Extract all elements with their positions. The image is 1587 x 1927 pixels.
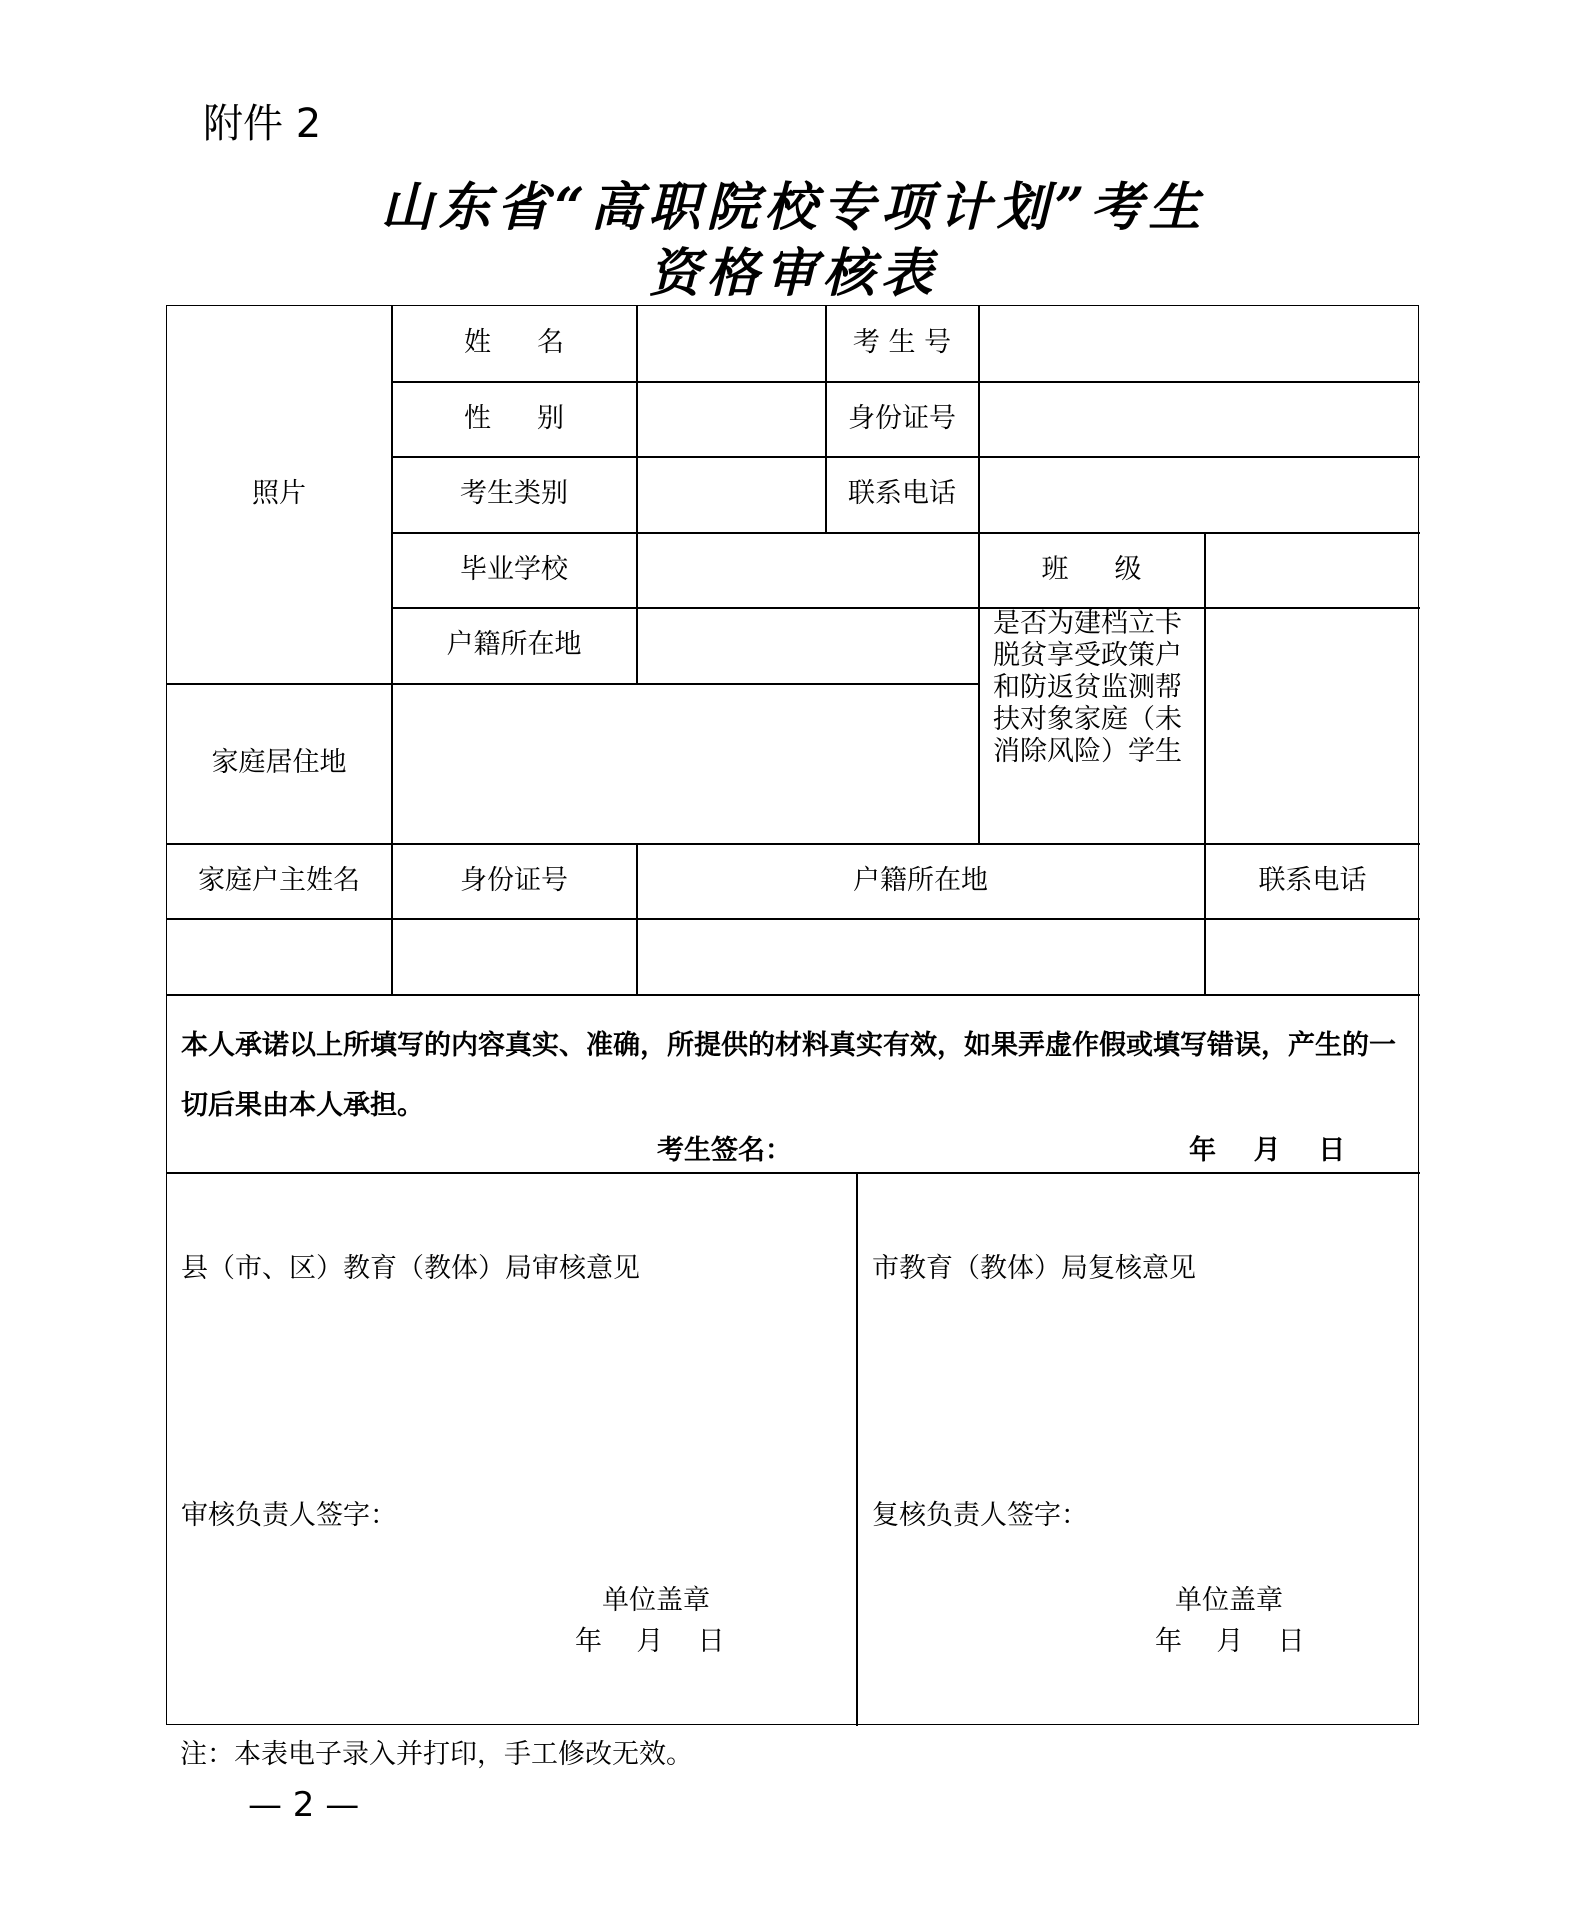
school-label: 毕业学校 <box>460 553 568 585</box>
phone-label: 联系电话 <box>848 478 956 510</box>
gender-field[interactable] <box>637 382 825 456</box>
poverty-question-line: 消除风险）学生 <box>993 736 1182 767</box>
candidate-signature-label: 考生签名： <box>657 1135 792 1166</box>
head-id-field[interactable] <box>392 919 636 994</box>
head-id-label: 身份证号 <box>460 864 568 896</box>
poverty-question-label <box>979 608 1204 843</box>
county-seal-label: 单位盖章 <box>602 1585 710 1616</box>
photo-cell: 照片 <box>252 478 306 510</box>
gender-label: 性别 <box>464 402 610 434</box>
hukou-label: 户籍所在地 <box>446 629 582 661</box>
county-signer-label: 审核负责人签字： <box>181 1500 397 1531</box>
county-review-date: 年 月 日 <box>575 1626 725 1657</box>
exam-number-label: 考 生 号 <box>852 327 952 359</box>
residence-field[interactable] <box>392 684 978 843</box>
form-title-line1: 山东省“高职院校专项计划”考生 <box>380 177 1207 238</box>
footer-note: 注：本表电子录入并打印，手工修改无效。 <box>180 1739 693 1770</box>
poverty-answer-field[interactable] <box>1205 608 1420 843</box>
form-title-line2: 资格审核表 <box>648 243 939 304</box>
head-hukou-field[interactable] <box>637 919 1204 994</box>
category-field[interactable] <box>637 457 825 532</box>
poverty-question-line: 扶对象家庭（未 <box>993 704 1182 735</box>
head-hukou-label: 户籍所在地 <box>853 864 988 896</box>
poverty-question-line: 和防返贫监测帮 <box>993 672 1182 703</box>
school-field[interactable] <box>637 533 978 607</box>
qualification-review-form <box>166 305 1419 1725</box>
page-number: — 2 — <box>248 1785 360 1825</box>
head-phone-field[interactable] <box>1205 919 1420 994</box>
city-review-date: 年 月 日 <box>1155 1626 1305 1657</box>
city-review-title: 市教育（教体）局复核意见 <box>872 1253 1196 1284</box>
county-review-title: 县（市、区）教育（教体）局审核意见 <box>181 1253 640 1284</box>
phone-field[interactable] <box>979 457 1420 532</box>
category-label: 考生类别 <box>460 478 568 510</box>
head-name-label: 家庭户主姓名 <box>198 864 360 896</box>
head-name-field[interactable] <box>167 919 391 994</box>
class-field[interactable] <box>1205 533 1420 607</box>
row-line <box>167 1172 1420 1174</box>
hukou-field[interactable] <box>637 608 978 683</box>
pledge-text: 本人承诺以上所填写的内容真实、准确，所提供的材料真实有效，如果弄虚作假或填写错误，产生的一切后果由本人承担。 <box>181 1030 1396 1121</box>
pledge-date: 年 月 日 <box>1189 1135 1346 1166</box>
row-line <box>167 994 1420 996</box>
col-line <box>856 1172 858 1726</box>
poverty-question-line: 是否为建档立卡 <box>993 608 1182 639</box>
id-number-field[interactable] <box>979 382 1420 456</box>
name-label: 姓名 <box>464 327 610 359</box>
attachment-label: 附件 2 <box>203 101 322 147</box>
id-number-label: 身份证号 <box>848 402 956 434</box>
exam-number-field[interactable] <box>979 306 1420 381</box>
residence-label: 家庭居住地 <box>211 747 347 779</box>
class-label: 班级 <box>1041 553 1188 585</box>
head-phone-label: 联系电话 <box>1258 864 1367 896</box>
city-signer-label: 复核负责人签字： <box>872 1500 1088 1531</box>
name-field[interactable] <box>637 306 825 381</box>
poverty-question-line: 脱贫享受政策户 <box>993 640 1182 671</box>
city-seal-label: 单位盖章 <box>1175 1585 1283 1616</box>
